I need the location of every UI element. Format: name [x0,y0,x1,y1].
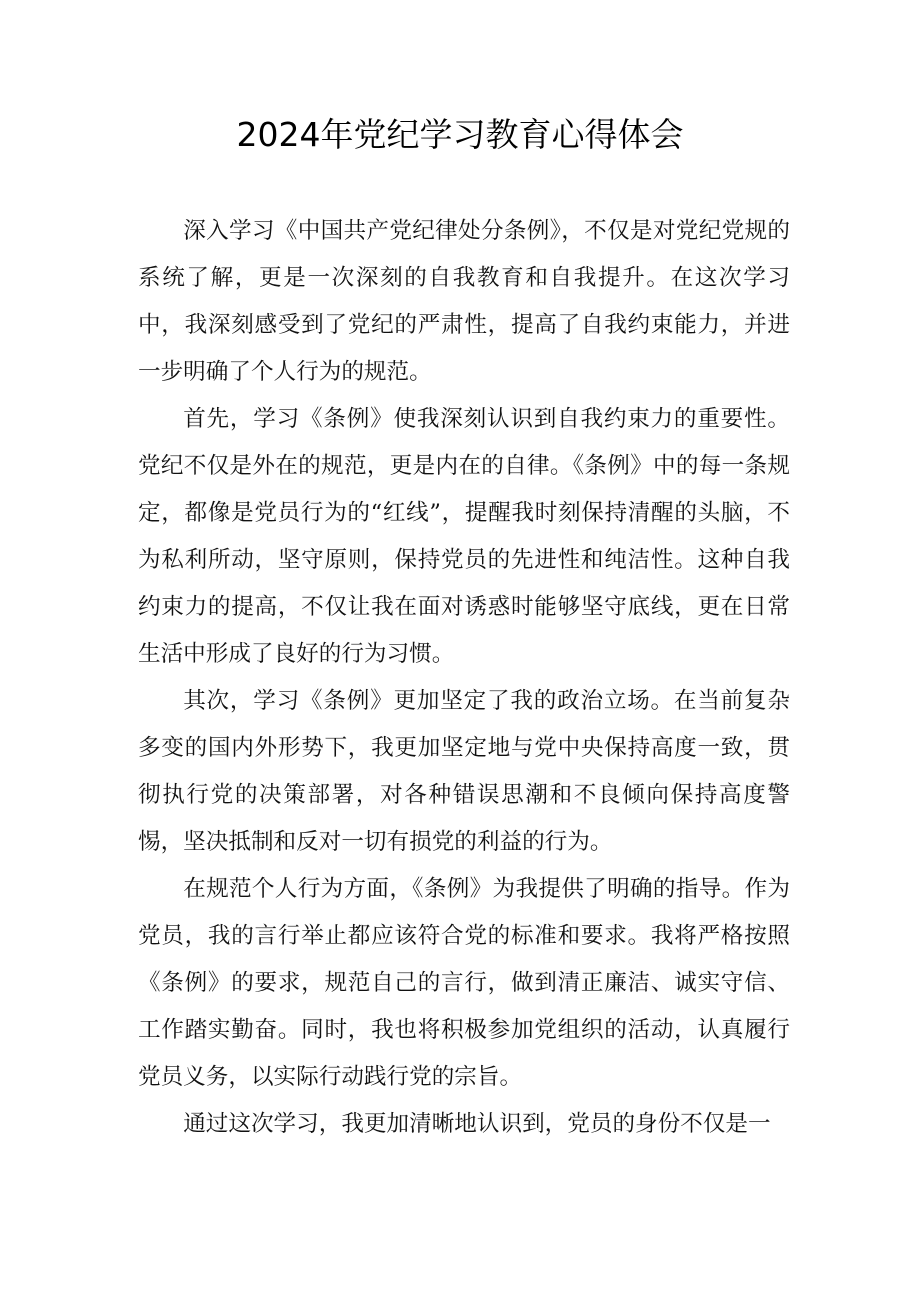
paragraph-conclusion: 通过这次学习，我更加清晰地认识到，党员的身份不仅是一 [183,1111,771,1137]
document-body [138,208,790,1148]
paragraph-intro: 深入学习《中国共产党纪律处分条例》，不仅是对党纪党规的系统了解，更是一次深刻的自我教育和自我提升。在这次学习中，我深刻感受到了党纪的严肃性，提高了自我约束能力，并进一步明确了个人行为的规范。 [138,218,790,385]
paragraph-self-discipline: 首先，学习《条例》使我深刻认识到自我约束力的重要性。党纪不仅是外在的规范，更是内在的自律。《条例》中的每一条规定，都像是党员行为的“红线”，提醒我时刻保持清醒的头脑，不为私利所动，坚守原则，保持党员的先进性和纯洁性。这种自我约束力的提高，不仅让我在面对诱惑时能够坚守底线，更在日常生活中形成了良好的行为习惯。 [138,406,790,667]
paragraph-political-stance: 其次，学习《条例》更加坚定了我的政治立场。在当前复杂多变的国内外形势下，我更加坚定地与党中央保持高度一致，贯彻执行党的决策部署，对各种错误思潮和不良倾向保持高度警惕，坚决抵制和反对一切有损党的利益的行为。 [138,688,790,855]
paragraph-personal-conduct: 在规范个人行为方面，《条例》为我提供了明确的指导。作为党员，我的言行举止都应该符合党的标准和要求。我将严格按照《条例》的要求，规范自己的言行，做到清正廉洁、诚实守信、工作踏实勤奋。同时，我也将积极参加党组织的活动，认真履行党员义务，以实际行动践行党的宗旨。 [138,876,790,1090]
document-title: 2024年党纪学习教育心得体会 [236,115,684,154]
